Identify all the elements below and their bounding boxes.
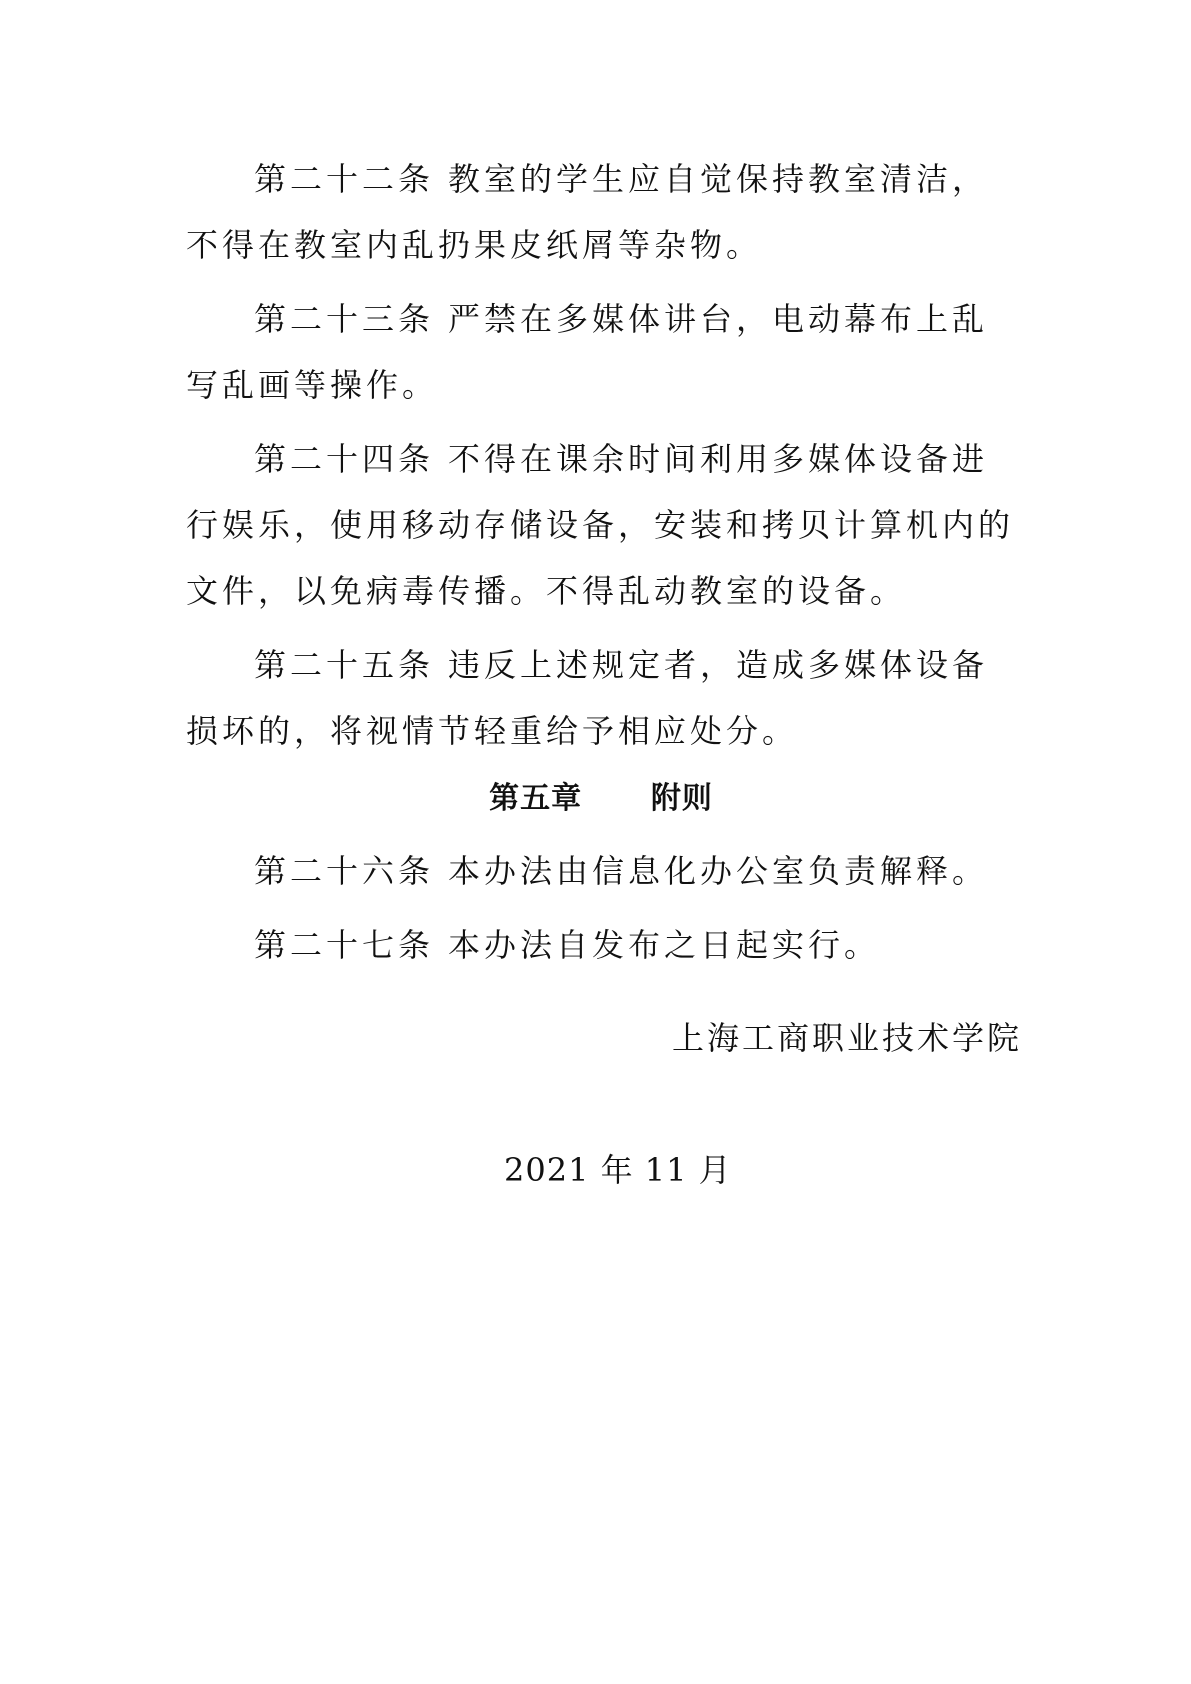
issuer-signature: 上海工商职业技术学院 (672, 1019, 1023, 1057)
article-22 (186, 146, 1016, 278)
article-number: 第二十二条 (254, 160, 435, 198)
article-number: 第二十四条 (254, 440, 435, 478)
article-number: 第二十六条 (254, 852, 435, 890)
article-text: 不得在课余时间利用多媒体设备进行娱乐，使用移动存储设备，安装和拷贝计算机内的文件，以免病毒传播。不得乱动教室的设备。 (186, 440, 1015, 610)
article-24 (186, 426, 1016, 624)
article-text: 严禁在多媒体讲台，电动幕布上乱写乱画等操作。 (186, 300, 989, 404)
article-text: 教室的学生应自觉保持教室清洁，不得在教室内乱扔果皮纸屑等杂物。 (186, 160, 989, 264)
article-25 (186, 632, 1016, 764)
document-body (186, 146, 1016, 978)
article-text: 本办法由信息化办公室负责解释。 (448, 852, 989, 890)
issue-date: 2021 年 11 月 (504, 1151, 732, 1189)
article-26 (186, 838, 1016, 904)
article-text: 本办法自发布之日起实行。 (448, 926, 881, 964)
article-27 (186, 912, 1016, 978)
article-number: 第二十三条 (254, 300, 435, 338)
article-text: 违反上述规定者，造成多媒体设备损坏的，将视情节轻重给予相应处分。 (186, 646, 989, 750)
article-23 (186, 286, 1016, 418)
article-number: 第二十七条 (254, 926, 435, 964)
chapter-title: 第五章 附则 (489, 781, 713, 816)
article-number: 第二十五条 (254, 646, 435, 684)
